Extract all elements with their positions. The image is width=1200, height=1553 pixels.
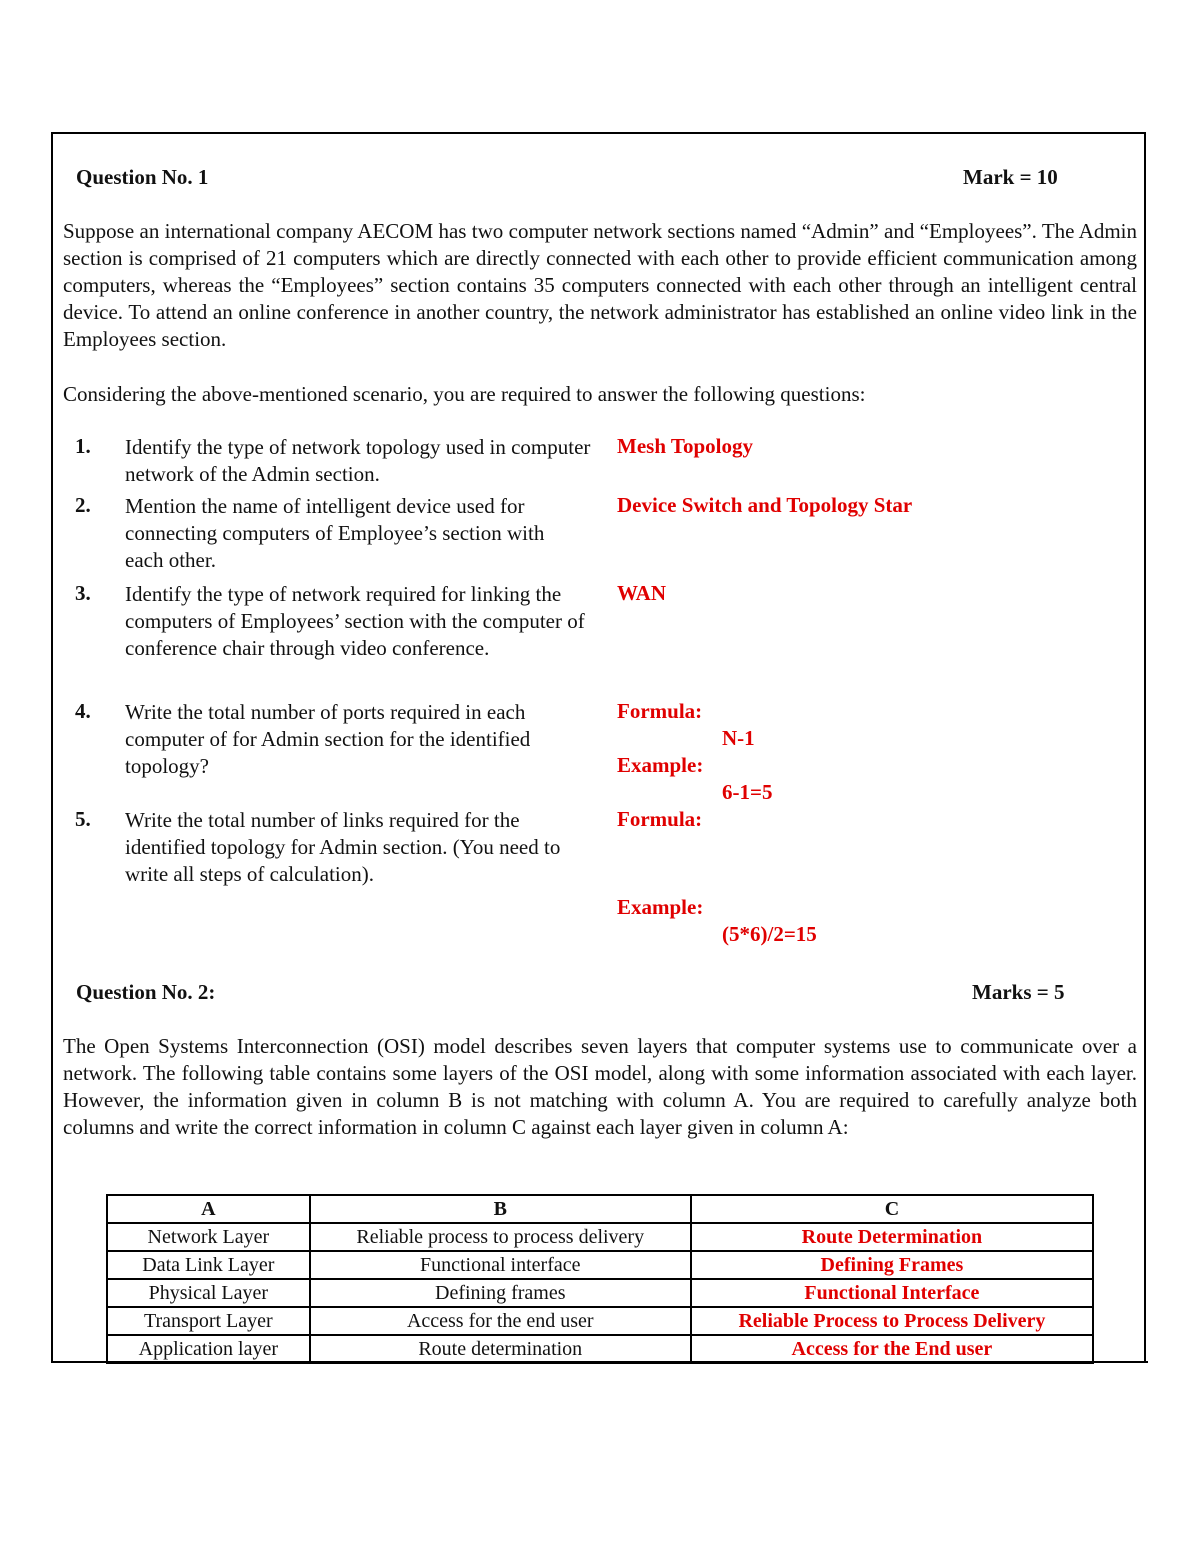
q1-marks: Mark = 10 [963,165,1058,189]
formula-label: Formula: [617,807,703,831]
example-value: (5*6)/2=15 [722,922,817,946]
item-number: 3. [75,581,91,605]
item-question: Identify the type of network required for linking the computers of Employees’ section with the computer of conference chair through video conference. [125,582,585,660]
item-question: Identify the type of network topology used in computer network of the Admin section. [125,435,591,486]
item-answer: WAN [617,581,667,605]
item-question: Write the total number of ports required in each computer of for Admin section for the identified topology? [125,700,531,778]
info-b-cell: Functional interface [310,1251,691,1279]
item-number: 5. [75,807,91,831]
osi-table [106,1194,1094,1364]
table-row [107,1223,1093,1251]
item-number: 1. [75,434,91,458]
q2-title: Question No. 2: [76,980,216,1004]
info-b-cell: Defining frames [310,1279,691,1307]
item-question: Write the total number of links required for the identified topology for Admin section. (You need to write all steps of calculation). [125,808,561,886]
item-question: Mention the name of intelligent device used for connecting computers of Employee’s section with each other. [125,494,545,572]
item-answer: Device Switch and Topology Star [617,493,913,517]
answer-c-cell: Route Determination [691,1223,1093,1251]
q2-description: The Open Systems Interconnection (OSI) model describes seven layers that computer systems use to communicate over a network. The following table contains some layers of the OSI model, along with some information associated with each layer. However, the information given in column B is not matching with column A. You are required to carefully analyze both columns and write the correct information in column C against each layer given in column A: [63,1034,1137,1139]
item-number: 2. [75,493,91,517]
item-number: 4. [75,699,91,723]
formula-label: Formula: [617,699,703,723]
q2-marks: Marks = 5 [972,980,1065,1004]
table-row [107,1279,1093,1307]
layer-cell: Data Link Layer [107,1251,310,1279]
q1-scenario: Suppose an international company AECOM has two computer network sections named “Admin” and “Employees”. The Admin section is comprised of 21 computers which are directly connected with each other to provide efficient communication among computers, whereas the “Employees” section contains 35 computers connected with each other through an intelligent central device. To attend an online conference in another country, the network administrator has established an online video link in the Employees section. [63,219,1137,351]
answer-c-cell: Reliable Process to Process Delivery [691,1307,1093,1335]
table-row [107,1251,1093,1279]
example-value: 6-1=5 [722,780,773,804]
q1-instruction: Considering the above-mentioned scenario, you are required to answer the following questions: [63,382,866,406]
table-row [107,1335,1093,1363]
example-label: Example: [617,753,704,777]
info-b-cell: Route determination [310,1335,691,1363]
column-b-header: B [310,1195,691,1223]
answer-c-cell: Functional Interface [691,1279,1093,1307]
layer-cell: Transport Layer [107,1307,310,1335]
column-c-header: C [691,1195,1093,1223]
formula-value: N-1 [722,726,755,750]
table-row [107,1307,1093,1335]
layer-cell: Application layer [107,1335,310,1363]
column-a-header: A [107,1195,310,1223]
table-header-row [107,1195,1093,1223]
item-answer: Mesh Topology [617,434,753,458]
layer-cell: Physical Layer [107,1279,310,1307]
layer-cell: Network Layer [107,1223,310,1251]
answer-c-cell: Defining Frames [691,1251,1093,1279]
q1-title: Question No. 1 [76,165,209,189]
info-b-cell: Reliable process to process delivery [310,1223,691,1251]
answer-c-cell: Access for the End user [691,1335,1093,1363]
info-b-cell: Access for the end user [310,1307,691,1335]
example-label: Example: [617,895,704,919]
